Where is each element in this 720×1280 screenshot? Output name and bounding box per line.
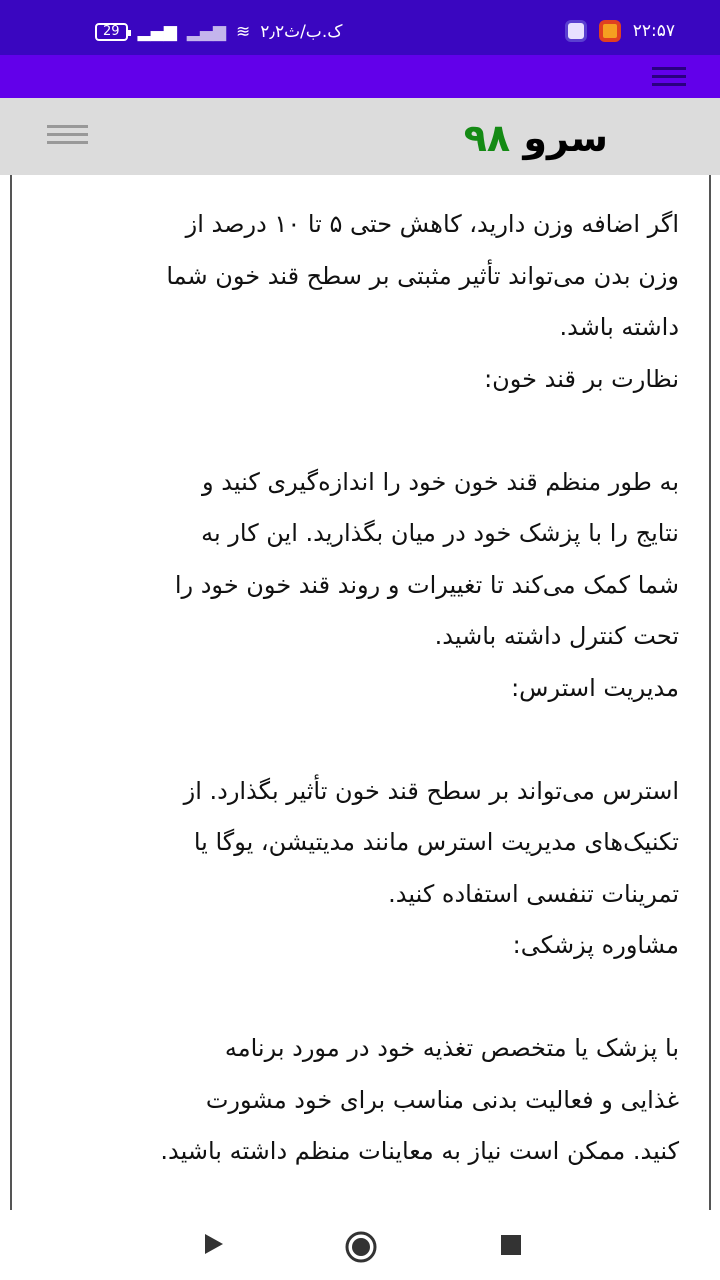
blank-line <box>39 405 679 457</box>
article-line: تکنیک‌های مدیریت استرس مانند مدیتیشن، یوگا یا <box>193 828 679 856</box>
recents-icon[interactable] <box>500 1234 522 1256</box>
site-header <box>0 98 720 175</box>
blank-line <box>39 714 679 766</box>
back-icon[interactable] <box>203 1232 225 1256</box>
article-line: به طور منظم قند خون خود را اندازه‌گیری کنید و <box>202 467 679 496</box>
article-line: اگر اضافه وزن دارید، کاهش حتی ۵ تا ۱۰ درصد از <box>185 210 679 238</box>
app-notification-icon <box>565 20 587 42</box>
site-logo[interactable] <box>464 116 608 160</box>
status-bar <box>0 0 720 55</box>
article-line: غذایی و فعالیت بدنی مناسب برای خود مشورت <box>205 1085 679 1114</box>
article-line: مشاوره پزشکی: <box>512 931 679 959</box>
logo-number: ۹۸ <box>463 116 511 160</box>
data-speed: ۲٫۲ک.ب/ث <box>260 22 343 42</box>
logo-text: سرو <box>523 116 608 160</box>
app-bar <box>0 55 720 98</box>
home-icon[interactable] <box>344 1230 378 1264</box>
article-line: وزن بدن می‌تواند تأثیر مثبتی بر سطح قند خون شما <box>166 261 679 290</box>
wifi-icon: ≋ <box>236 22 251 42</box>
article-line: کنید. ممکن است نیاز به معاینات منظم داشته باشید. <box>160 1137 679 1165</box>
menu-icon[interactable] <box>652 67 686 91</box>
article-line: داشته باشد. <box>559 313 679 341</box>
article-line: تحت کنترل داشته باشید. <box>434 622 679 650</box>
article-line: نتایج را با پزشک خود در میان بگذارید. این کار به <box>201 519 679 547</box>
blank-line <box>39 972 679 1024</box>
article-content <box>10 175 711 1210</box>
camera-notification-icon <box>599 20 621 42</box>
article-line: تمرینات تنفسی استفاده کنید. <box>388 879 679 908</box>
system-nav-bar <box>0 1210 720 1280</box>
article-line: نظارت بر قند خون: <box>484 364 679 393</box>
article-text <box>39 199 679 1178</box>
signal-icon: ▂▄▆ <box>137 22 177 42</box>
battery-indicator: 29 <box>95 23 128 41</box>
site-menu-icon[interactable] <box>47 125 88 149</box>
article-line: استرس می‌تواند بر سطح قند خون تأثیر بگذارد. از <box>183 776 679 805</box>
clock: ۲۲:۵۷ <box>632 21 675 41</box>
article-line: مدیریت استرس: <box>511 673 679 702</box>
article-line: شما کمک می‌کند تا تغییرات و روند قند خون خود را <box>174 570 679 599</box>
article-line: با پزشک یا متخصص تغذیه خود در مورد برنامه <box>224 1034 679 1062</box>
signal-icon-2: ▂▄▆ <box>186 22 227 42</box>
